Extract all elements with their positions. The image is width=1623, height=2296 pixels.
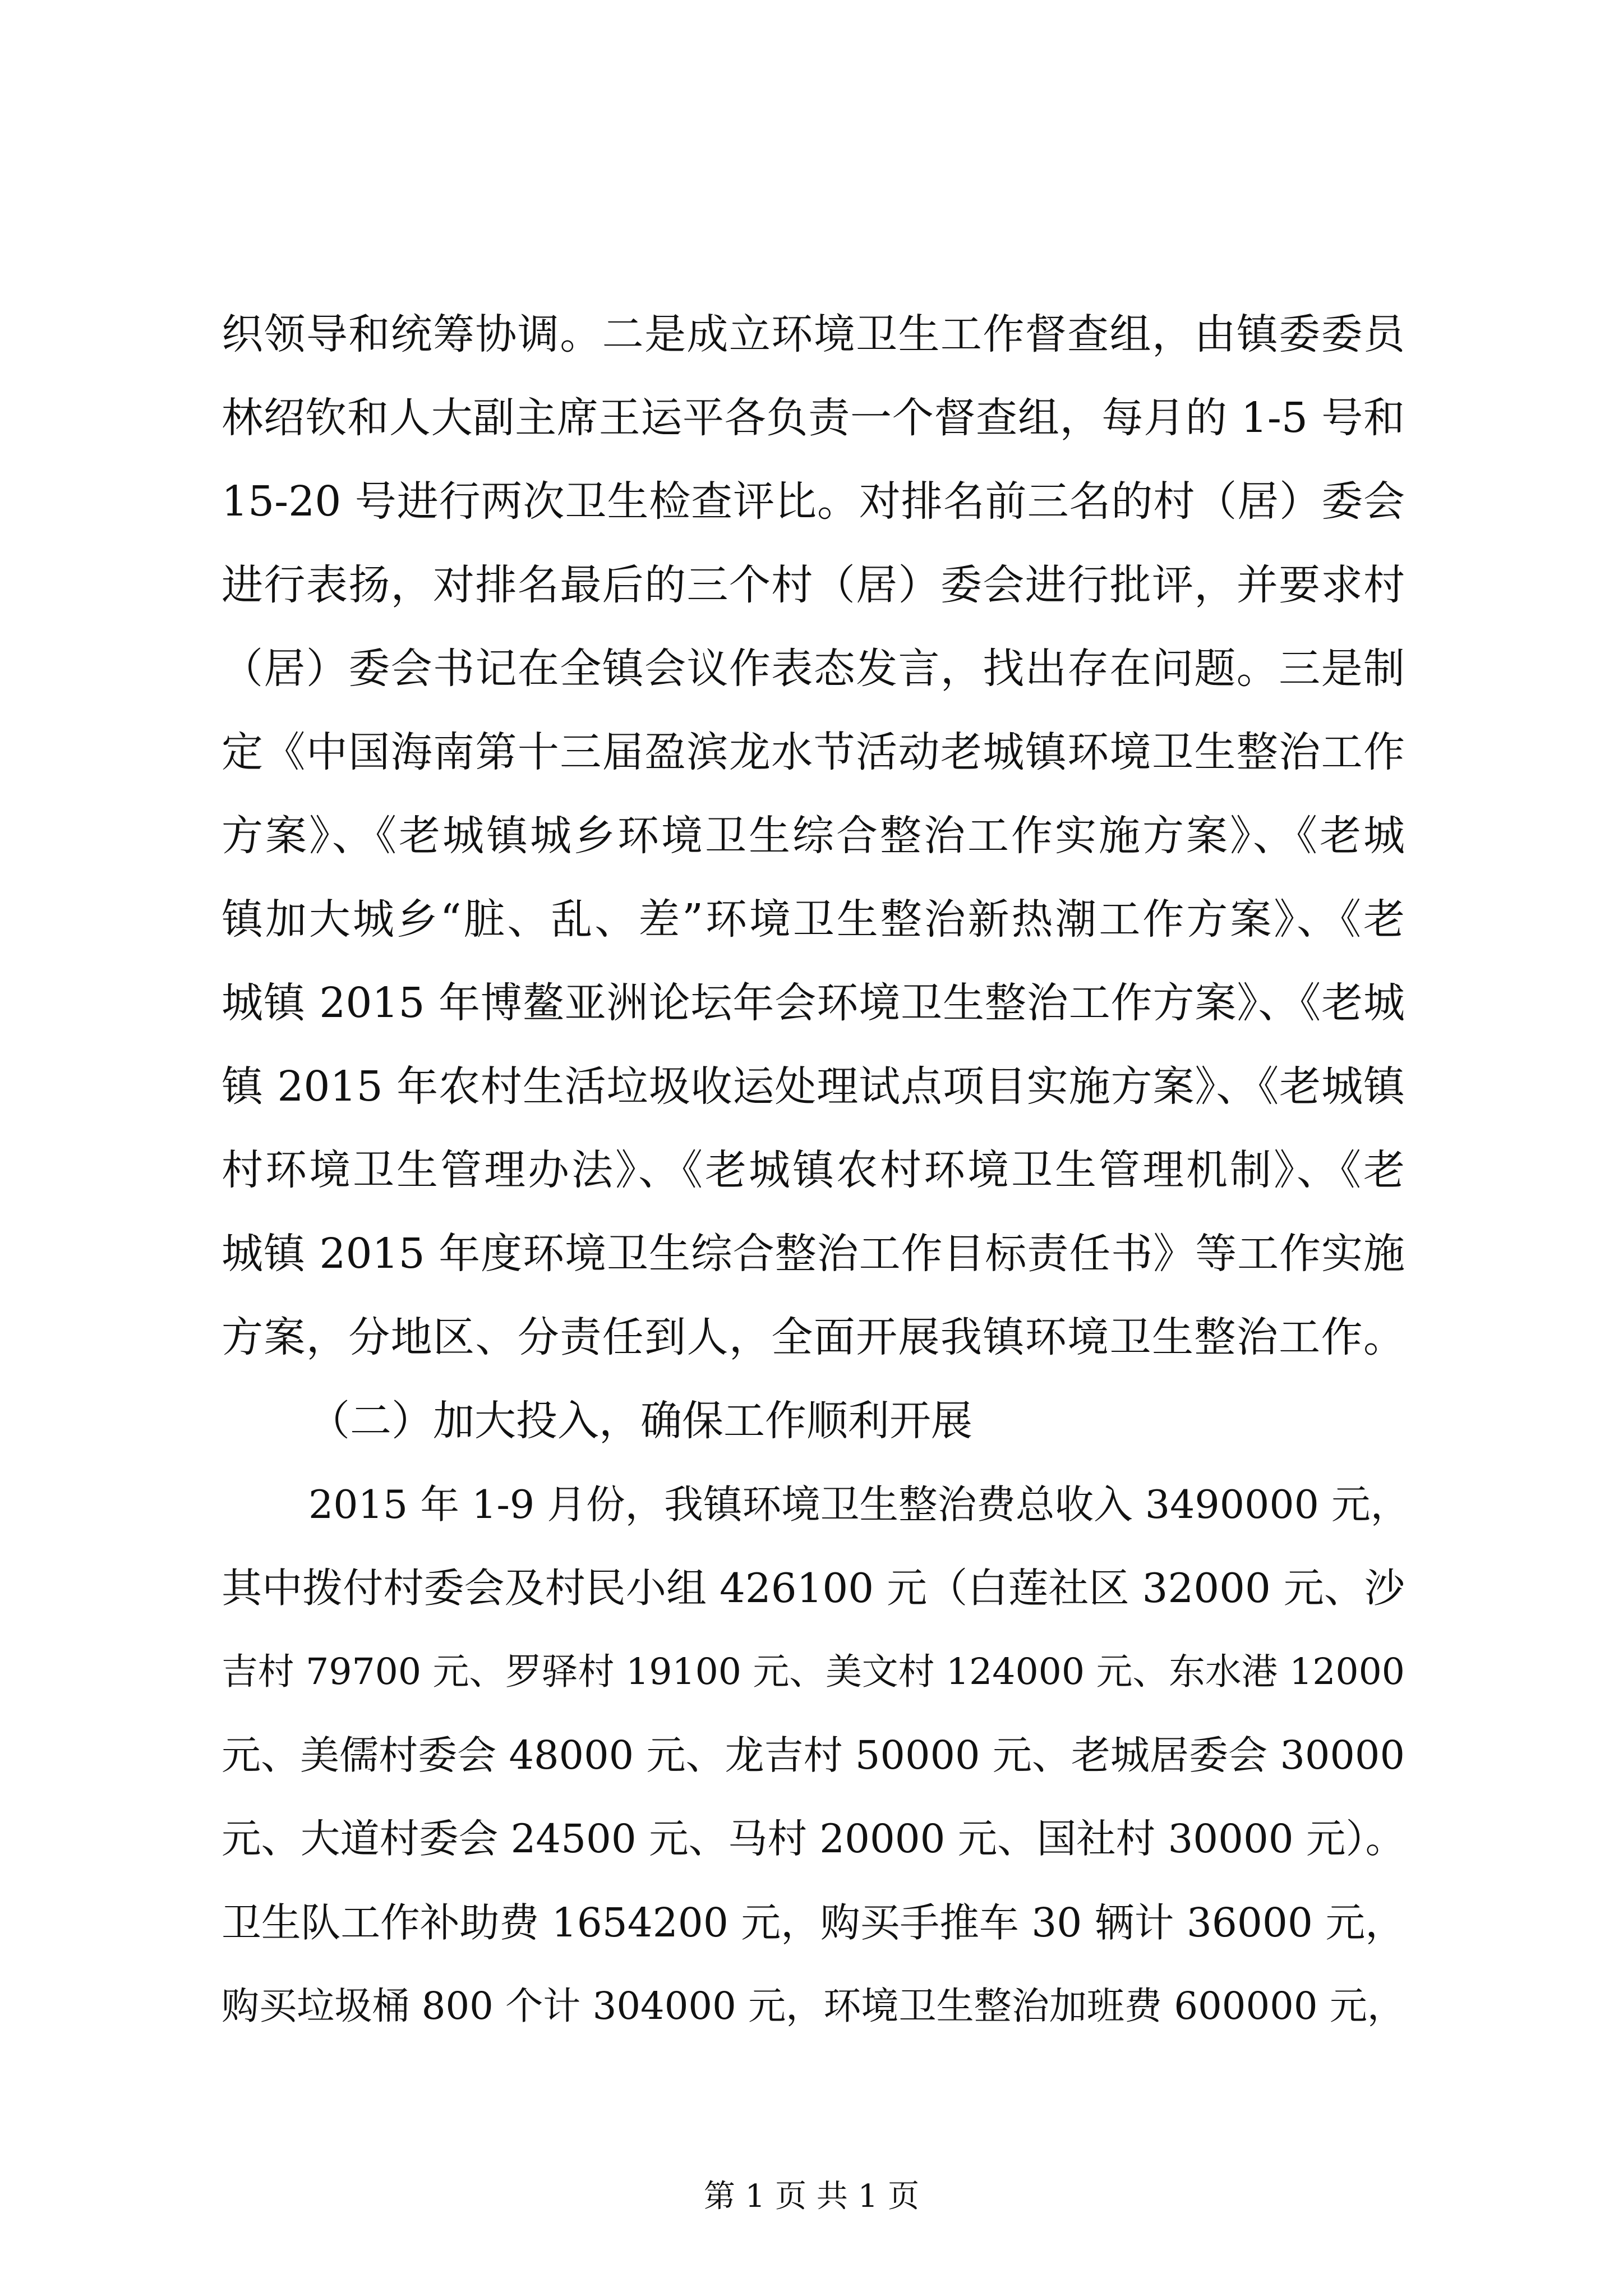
text-line: 元、美儒村委会 48000 元、龙吉村 50000 元、老城居委会 30000: [222, 1732, 1405, 1778]
text-line: 其中拨付村委会及村民小组 426100 元（白莲社区 32000 元、沙: [222, 1565, 1405, 1612]
text-line: 城镇 2015 年度环境卫生综合整治工作目标责任书》等工作实施: [222, 1230, 1405, 1278]
section-heading: （二）加大投入，确保工作顺利开展: [308, 1397, 972, 1445]
text-line: 吉村 79700 元、罗驿村 19100 元、美文村 124000 元、东水港 12000: [222, 1651, 1405, 1693]
text-line: 卫生队工作补助费 1654200 元，购买手推车 30 辆计 36000 元，: [222, 1899, 1405, 1946]
text-line: 15-20 号进行两次卫生检查评比。对排名前三名的村（居）委会: [222, 477, 1405, 526]
text-line: （居）委会书记在全镇会议作表态发言，找出存在问题。三是制: [222, 645, 1405, 693]
text-line: 2015 年 1-9 月份，我镇环境卫生整治费总收入 3490000 元，: [308, 1482, 1410, 1527]
text-line: 城镇 2015 年博鳌亚洲论坛年会环境卫生整治工作方案》、《老城: [222, 979, 1405, 1027]
text-line: 进行表扬，对排名最后的三个村（居）委会进行批评，并要求村: [222, 561, 1405, 609]
text-line: 林绍钦和人大副主席王运平各负责一个督查组，每月的 1-5 号和: [222, 394, 1405, 442]
text-line: 村环境卫生管理办法》、《老城镇农村环境卫生管理机制》、《老: [222, 1146, 1405, 1194]
text-line: 元、大道村委会 24500 元、马村 20000 元、国社村 30000 元）。: [222, 1816, 1405, 1862]
document-body: [222, 293, 1410, 2048]
text-line: 织领导和统筹协调。二是成立环境卫生工作督查组，由镇委委员: [222, 310, 1405, 358]
text-line: 购买垃圾桶 800 个计 304000 元，环境卫生整治加班费 600000 元，: [222, 1984, 1405, 2028]
text-line: 镇 2015 年农村生活垃圾收运处理试点项目实施方案》、《老城镇: [222, 1062, 1405, 1111]
text-line: 方案，分地区、分责任到人，全面开展我镇环境卫生整治工作。: [222, 1313, 1405, 1361]
page-footer: 第 1 页 共 1 页: [703, 2178, 920, 2215]
text-line: 定《中国海南第十三届盈滨龙水节活动老城镇环境卫生整治工作: [222, 728, 1405, 776]
text-line: 方案》、《老城镇城乡环境卫生综合整治工作实施方案》、《老城: [222, 812, 1405, 860]
text-line: 镇加大城乡“脏、乱、差”环境卫生整治新热潮工作方案》、《老: [222, 895, 1405, 944]
